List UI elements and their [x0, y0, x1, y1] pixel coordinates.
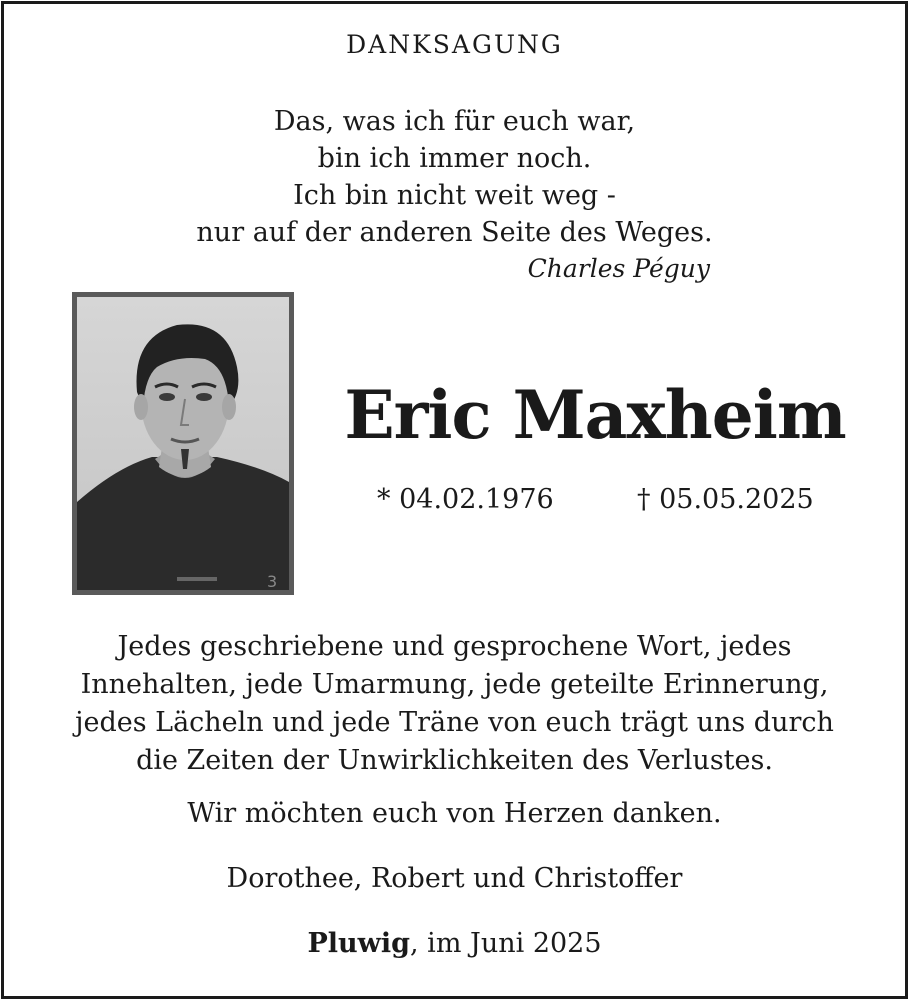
birth-date: * 04.02.1976 [377, 484, 554, 515]
message-line: die Zeiten der Unwirklichkeiten des Verlustes. [136, 745, 773, 776]
poem-line: nur auf der anderen Seite des Weges. [196, 217, 713, 248]
deceased-name: Eric Maxheim [344, 376, 846, 454]
svg-text:3: 3 [267, 572, 278, 590]
death-date: † 05.05.2025 [637, 484, 814, 515]
message-line: jedes Lächeln und jede Träne von euch trägt uns durch [75, 707, 834, 738]
message-text [0, 628, 909, 780]
message-line: Jedes geschriebene und gesprochene Wort, jedes [117, 631, 792, 662]
portrait-photo [72, 292, 294, 595]
poem-author: Charles Péguy [527, 254, 710, 283]
poem-line: Ich bin nicht weit weg - [293, 180, 616, 211]
signatories: Dorothee, Robert und Christoffer [226, 863, 683, 894]
message-line: Innehalten, jede Umarmung, jede geteilte Erinnerung, [80, 669, 829, 700]
place-town: Pluwig [307, 928, 411, 959]
poem-line: Das, was ich für euch war, [273, 106, 636, 137]
place-date-line [0, 928, 909, 959]
thanks-line: Wir möchten euch von Herzen danken. [187, 798, 722, 829]
portrait-illustration [77, 297, 289, 590]
place-date: , im Juni 2025 [410, 928, 602, 959]
poem-line: bin ich immer noch. [317, 143, 592, 174]
notice-heading: DANKSAGUNG [346, 30, 563, 59]
poem [0, 103, 909, 251]
